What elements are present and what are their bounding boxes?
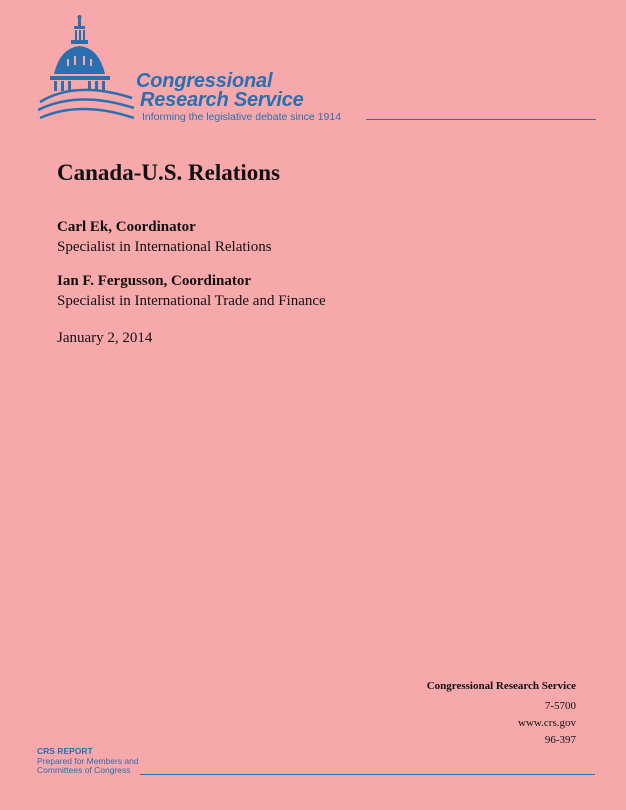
footer-url: www.crs.gov — [518, 717, 576, 729]
prepared-line1: Prepared for Members and — [37, 755, 139, 766]
org-name-line1: Congressional — [136, 70, 273, 92]
footer-info — [427, 678, 576, 749]
footer-org: Congressional Research Service — [426, 680, 576, 692]
tagline: Informing the legislative debate since 1914 — [142, 111, 342, 123]
author-name: Carl Ek, Coordinator — [57, 219, 196, 235]
report-date: January 2, 2014 — [57, 330, 153, 346]
author-name: Ian F. Fergusson, Coordinator — [57, 273, 252, 289]
author-block — [57, 217, 272, 257]
prepared-line2: Committees of Congress — [37, 765, 131, 775]
crs-logo — [36, 14, 596, 126]
crs-report-heading: CRS REPORT — [37, 746, 93, 756]
tagline-rule — [366, 119, 596, 120]
footer-code: 7-5700 — [544, 700, 576, 712]
footer-rule — [140, 774, 595, 775]
author-role: Specialist in International Relations — [57, 239, 272, 255]
org-name — [136, 72, 304, 110]
crs-report-label — [37, 747, 139, 776]
author-block — [57, 271, 326, 311]
org-name-line2: Research Service — [140, 89, 304, 111]
author-role: Specialist in International Trade and Finance — [57, 293, 326, 309]
report-title: Canada-U.S. Relations — [57, 160, 281, 185]
report-number: 96-397 — [544, 734, 576, 746]
capitol-dome-icon — [36, 14, 140, 124]
